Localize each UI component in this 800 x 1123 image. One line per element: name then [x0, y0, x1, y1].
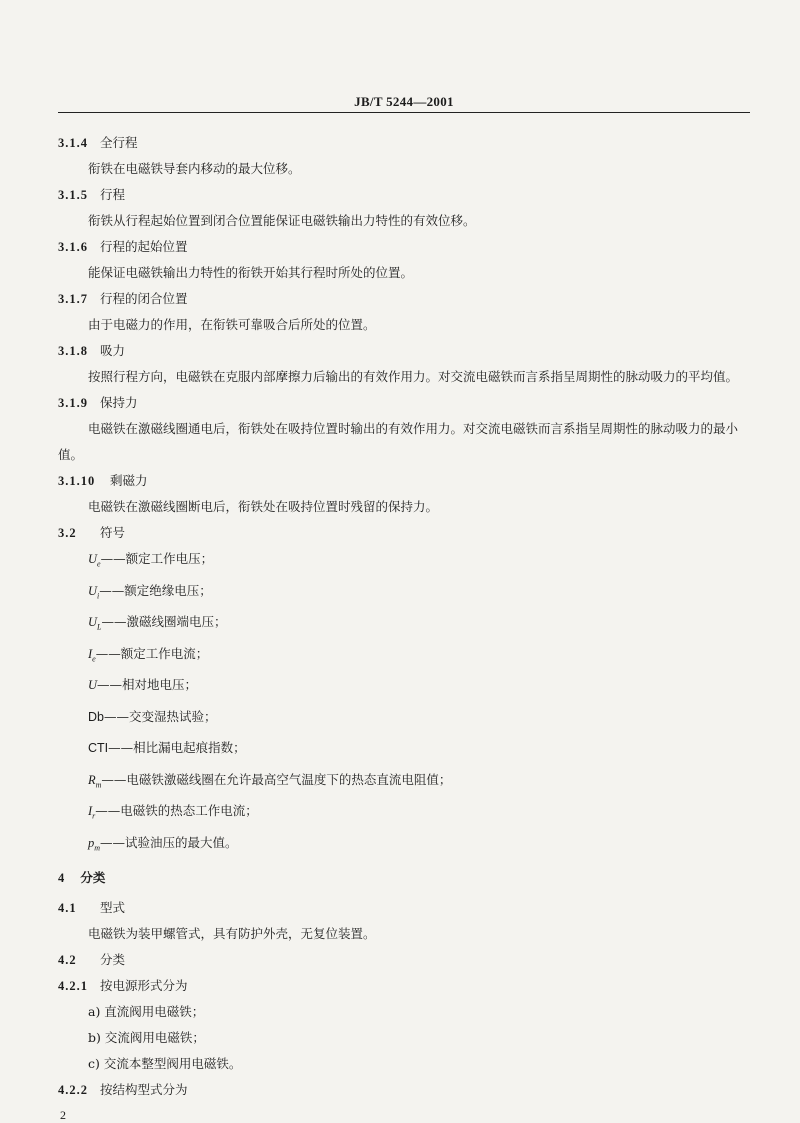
- symbol: Db: [88, 709, 104, 724]
- page-number: 2: [60, 1108, 66, 1122]
- term-heading: [58, 130, 750, 156]
- symbol-description: ——相比漏电起痕指数；: [108, 740, 246, 755]
- symbol-description: ——额定工作电压；: [100, 551, 214, 566]
- clause-title: 行程的闭合位置: [99, 291, 188, 306]
- term-heading: [58, 468, 750, 494]
- clause-title: 全行程: [99, 135, 138, 150]
- clause-number: 3.1.6: [58, 240, 88, 254]
- symbol-description: ——电磁铁激磁线圈在允许最高空气温度下的热态直流电阻值；: [101, 771, 452, 787]
- clause-title: 分类: [99, 952, 125, 967]
- clause-number: 3.1.9: [58, 396, 88, 410]
- symbol: $R_m$: [88, 772, 102, 789]
- clause-title: 剩磁力: [109, 473, 148, 488]
- symbol-entry: [58, 735, 750, 767]
- clause-text: 电磁铁为装甲螺管式，具有防护外壳，无复位装置。: [88, 926, 376, 941]
- symbol-entry: [58, 798, 750, 830]
- symbol-description: ——激磁线圈端电压；: [101, 614, 227, 629]
- term-heading: [58, 390, 750, 416]
- document-body: [58, 130, 750, 1103]
- clause-number: 3.1.4: [58, 136, 88, 150]
- term-definition: 衔铁在电磁铁导套内移动的最大位移。: [88, 161, 301, 176]
- symbol-entry: [58, 546, 750, 578]
- symbol: U: [88, 678, 98, 692]
- symbol-entry: [58, 609, 750, 641]
- list-item: a) 直流阀用电磁铁；: [88, 1004, 205, 1019]
- clause-number: 3.1.7: [58, 292, 88, 306]
- term-heading: [58, 234, 750, 260]
- section-heading: [58, 520, 750, 546]
- section-heading: [58, 895, 750, 921]
- term-definition: 由于电磁力的作用，在衔铁可靠吸合后所处的位置。: [88, 317, 376, 332]
- symbol: $U_i$: [88, 583, 100, 600]
- list-item: b) 交流阀用电磁铁；: [88, 1030, 205, 1045]
- symbol-entry: [58, 830, 750, 862]
- symbol-entry: [58, 641, 750, 673]
- symbol: $I_e$: [88, 646, 96, 663]
- clause-number: 3.1.10: [58, 474, 96, 488]
- term-heading: [58, 286, 750, 312]
- clause-title: 行程的起始位置: [99, 239, 188, 254]
- symbol: $I_r$: [88, 804, 96, 821]
- list-item: c) 交流本整型阀用电磁铁。: [88, 1056, 242, 1071]
- clause-number: 4.1: [58, 901, 77, 915]
- symbol: CTI: [88, 741, 109, 755]
- section-heading: [58, 947, 750, 973]
- symbol-entry: [58, 578, 750, 610]
- clause-number: 4: [58, 871, 66, 885]
- clause-title: 按电源形式分为: [99, 978, 188, 993]
- symbol-description: ——相对地电压；: [97, 677, 198, 692]
- term-heading: [58, 182, 750, 208]
- term-definition: 电磁铁在激磁线圈断电后，衔铁处在吸持位置时残留的保持力。: [88, 499, 439, 514]
- symbol-entry: [58, 767, 750, 799]
- symbol-entry: [58, 704, 750, 736]
- symbol-description: ——电磁铁的热态工作电流；: [95, 803, 258, 818]
- term-definition: 按照行程方向，电磁铁在克服内部摩擦力后输出的有效作用力。对交流电磁铁而言系指呈周期性的脉动吸力的平均值。: [88, 369, 739, 384]
- term-heading: [58, 338, 750, 364]
- term-definition: 衔铁从行程起始位置到闭合位置能保证电磁铁输出力特性的有效位移。: [88, 213, 476, 228]
- section-heading: [58, 865, 750, 891]
- symbol: $p_m$: [88, 835, 101, 852]
- symbol-description: ——试验油压的最大值。: [100, 834, 238, 850]
- symbol: $U_e$: [88, 552, 101, 569]
- page-header: JB/T 5244—2001: [354, 94, 454, 109]
- symbol: $U_L$: [88, 615, 102, 632]
- clause-number: 3.2: [58, 526, 77, 540]
- symbol-description: ——额定工作电流；: [95, 645, 209, 661]
- section-heading: [58, 973, 750, 999]
- clause-title: 按结构型式分为: [99, 1082, 188, 1097]
- clause-number: 4.2.1: [58, 979, 88, 993]
- clause-title: 符号: [99, 525, 125, 540]
- clause-number: 4.2: [58, 953, 77, 967]
- clause-title: 吸力: [99, 343, 125, 358]
- clause-title: 分类: [80, 870, 106, 885]
- symbol-description: ——额定绝缘电压；: [99, 582, 212, 598]
- clause-number: 3.1.8: [58, 344, 88, 358]
- clause-number: 3.1.5: [58, 188, 88, 202]
- clause-title: 保持力: [99, 395, 138, 410]
- symbol-entry: [58, 672, 750, 704]
- term-definition: 能保证电磁铁输出力特性的衔铁开始其行程时所处的位置。: [88, 265, 414, 280]
- symbol-description: ——交变湿热试验；: [103, 708, 217, 724]
- clause-title: 型式: [99, 900, 125, 915]
- clause-number: 4.2.2: [58, 1083, 88, 1097]
- section-heading: [58, 1077, 750, 1103]
- header-rule: [58, 112, 750, 113]
- term-definition: 电磁铁在激磁线圈通电后，衔铁处在吸持位置时输出的有效作用力。对交流电磁铁而言系指呈周期性的脉动吸力的最小值。: [58, 421, 739, 462]
- clause-title: 行程: [99, 187, 125, 202]
